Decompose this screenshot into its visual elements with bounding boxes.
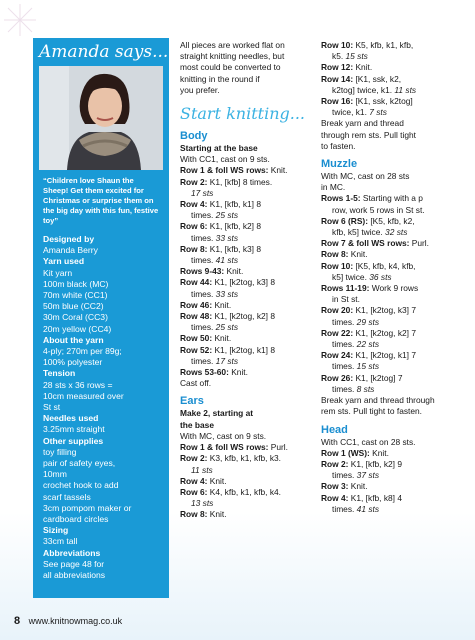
instruction-row — [321, 481, 451, 492]
info-value: 10cm measured over — [43, 390, 124, 401]
info-value: St st — [43, 402, 61, 413]
row-text: times. — [191, 232, 214, 243]
instruction-continuation — [180, 322, 310, 333]
instruction-row — [321, 62, 451, 73]
row-text: Knit. — [212, 299, 232, 310]
instruction-row — [180, 199, 310, 210]
row-label: Row 8: — [180, 509, 208, 520]
row-text: K1, [kfb, k1] 8 — [207, 199, 261, 210]
sidebar-title: Amanda says... — [39, 42, 169, 62]
row-label: Row 1 & foll WS rows: — [180, 442, 269, 453]
pattern-column-2 — [321, 40, 451, 515]
row-text: K1, [kfb] 8 times. — [207, 176, 273, 187]
row-label: Row 6 (RS): — [321, 215, 368, 226]
body-text: Break yarn and thread — [321, 118, 404, 129]
row-label: Row 48: — [180, 311, 213, 322]
instruction-row — [180, 453, 310, 464]
row-text: Knit. — [348, 481, 368, 492]
row-text: K1, [k2tog, k3] 8 — [212, 277, 275, 288]
body-text: through rem sts. Pull tight — [321, 129, 416, 140]
row-text: k2tog] twice, k1. — [332, 84, 393, 95]
info-value: toy filling — [43, 446, 77, 457]
instruction-row — [321, 238, 451, 249]
body-text: Break yarn and thread through — [321, 395, 435, 406]
instruction-row — [180, 367, 310, 378]
info-value: 20m yellow (CC4) — [43, 323, 112, 334]
instruction-continuation — [321, 504, 451, 515]
instruction-continuation — [180, 233, 310, 244]
page-number: 8 — [14, 615, 21, 627]
row-text: k5. — [332, 51, 344, 62]
row-text: times. — [191, 355, 214, 366]
stitch-count: 22 sts — [354, 339, 380, 350]
stitch-count: 29 sts — [354, 316, 380, 327]
body-text: knitting in the round if — [180, 73, 260, 84]
row-label: Row 52: — [180, 344, 213, 355]
instruction-row — [180, 408, 310, 419]
info-value: 100% polyester — [43, 357, 103, 368]
row-text: times. — [332, 316, 355, 327]
row-label: Row 10: — [321, 40, 354, 50]
instruction-row — [180, 476, 310, 487]
pattern-info — [33, 234, 169, 581]
stitch-count: 25 sts — [213, 210, 239, 221]
instruction-row — [321, 40, 451, 51]
info-label: Abbreviations — [43, 547, 101, 558]
instruction-row — [321, 261, 451, 272]
instruction-row — [180, 333, 310, 344]
info-value: 70m white (CC1) — [43, 290, 108, 301]
instruction-continuation — [321, 361, 451, 372]
info-label: Sizing — [43, 525, 69, 536]
info-value: all abbreviations — [43, 570, 106, 581]
row-label: Row 1 (WS): — [321, 447, 370, 458]
row-text: times. — [191, 288, 214, 299]
row-label: Row 22: — [321, 327, 354, 338]
info-value: crochet hook to add — [43, 480, 119, 491]
instruction-row — [180, 221, 310, 232]
row-text: K1, [k2tog, k1] 7 — [353, 350, 416, 361]
row-text: times. — [332, 361, 355, 372]
section-heading: Muzzle — [321, 158, 358, 171]
info-value: 3cm pompom maker or — [43, 502, 132, 513]
row-text: k5] twice. — [332, 271, 367, 282]
instruction-row — [180, 420, 310, 431]
row-text: K1, [kfb, k2] 8 — [207, 221, 261, 232]
instruction-row — [180, 143, 310, 154]
instruction-continuation — [180, 289, 310, 300]
info-value: 10mm — [43, 469, 67, 480]
stitch-count: 15 sts — [343, 51, 368, 62]
row-label: Row 20: — [321, 305, 354, 316]
body-text: Cast off. — [180, 378, 212, 389]
instruction-row — [180, 509, 310, 520]
instruction-row — [321, 249, 451, 260]
info-label: Other supplies — [43, 435, 104, 446]
row-text: K3, kfb, k1, kfb, k3. — [207, 453, 282, 464]
instruction-continuation — [321, 272, 451, 283]
instruction-continuation — [321, 227, 451, 238]
stitch-count: 32 sts — [382, 227, 408, 238]
body-text: most could be converted to — [180, 62, 281, 73]
row-label: Row 26: — [321, 372, 354, 383]
row-text: times. — [332, 503, 355, 514]
row-text: kfb, k5] twice. — [332, 227, 383, 238]
row-text: Knit. — [224, 266, 244, 277]
row-label: Starting at the base — [180, 143, 258, 154]
row-label: Row 8: — [180, 243, 208, 254]
row-label: Row 6: — [180, 486, 208, 497]
instruction-row — [180, 165, 310, 176]
designer-photo — [39, 66, 163, 170]
stitch-count: 7 sts — [366, 107, 387, 118]
row-label: Row 46: — [180, 299, 213, 310]
info-value: 4-ply; 270m per 89g; — [43, 346, 122, 357]
row-text: Knit. — [369, 447, 389, 458]
instruction-row — [180, 277, 310, 288]
row-text: times. — [332, 470, 355, 481]
row-text: [K5, kfb, k4, kfb, — [353, 260, 416, 271]
section-heading-script: Start knitting... — [180, 104, 305, 124]
instruction-row — [180, 487, 310, 498]
info-value: scarf tassels — [43, 491, 91, 502]
stitch-count: 41 sts — [213, 255, 239, 266]
stitch-count: 33 sts — [213, 232, 239, 243]
row-text: Knit. — [228, 367, 248, 378]
instruction-continuation — [180, 210, 310, 221]
row-label: the base — [180, 419, 214, 430]
info-value: 100m black (MC) — [43, 278, 109, 289]
body-text: With MC, cast on 9 sts. — [180, 430, 267, 441]
row-text: Knit. — [212, 333, 232, 344]
body-text: rem sts. Pull tight to fasten. — [321, 406, 423, 417]
instruction-row — [321, 459, 451, 470]
instruction-row — [180, 300, 310, 311]
row-text: [K5, kfb, k2, — [368, 215, 415, 226]
instruction-row — [321, 328, 451, 339]
info-value: pair of safety eyes, — [43, 458, 116, 469]
instruction-continuation — [321, 85, 451, 96]
page-footer — [14, 615, 122, 627]
instruction-continuation — [180, 255, 310, 266]
stitch-count: 37 sts — [354, 470, 380, 481]
designer-quote: “Children love Shaun the Sheep! Get them excited for Christmas or surprise them on the big day with this fun, festive toy” — [43, 176, 159, 225]
row-text: times. — [191, 210, 214, 221]
stitch-count: 8 sts — [354, 383, 375, 394]
body-text: With CC1, cast on 9 sts. — [180, 154, 270, 165]
row-label: Row 1 & foll WS rows: — [180, 165, 269, 176]
instruction-row — [321, 283, 451, 294]
info-value: cardboard circles — [43, 514, 109, 525]
info-value: 3.25mm straight — [43, 424, 105, 435]
row-label: Make 2, starting at — [180, 408, 254, 419]
info-value: Amanda Berry — [43, 245, 98, 256]
instruction-continuation — [321, 107, 451, 118]
row-text: times. — [191, 255, 214, 266]
stitch-count: 15 sts — [354, 361, 380, 372]
info-label: Designed by — [43, 234, 95, 244]
info-value: See page 48 for — [43, 558, 105, 569]
row-text: K1, [kfb, k8] 4 — [348, 492, 402, 503]
row-text: K5, kfb, k1, kfb, — [353, 40, 414, 50]
instruction-row — [180, 345, 310, 356]
row-label: Row 2: — [180, 453, 208, 464]
row-label: Row 4: — [321, 492, 349, 503]
row-label: Rows 1-5: — [321, 193, 361, 204]
website-url: www.knitnowmag.co.uk — [28, 616, 123, 626]
stitch-count: 36 sts — [366, 271, 392, 282]
row-text: K1, [k2tog, k2] 8 — [212, 311, 275, 322]
instruction-continuation — [321, 470, 451, 481]
row-label: Row 50: — [180, 333, 213, 344]
row-text: Starting with a p — [360, 193, 423, 204]
row-text: twice, k1. — [332, 107, 367, 118]
info-value: 30m Coral (CC3) — [43, 312, 108, 323]
instruction-continuation — [180, 356, 310, 367]
instruction-row — [180, 311, 310, 322]
info-label: About the yarn — [43, 334, 104, 345]
row-text: K4, kfb, k1, kfb, k4. — [207, 486, 282, 497]
row-text: times. — [332, 339, 355, 350]
row-text: Knit. — [207, 475, 227, 486]
instruction-row — [180, 177, 310, 188]
row-label: Row 6: — [180, 221, 208, 232]
instruction-continuation — [321, 339, 451, 350]
info-value: 50m blue (CC2) — [43, 301, 104, 312]
row-text: K1, [k2tog, k3] 7 — [353, 305, 416, 316]
instruction-continuation — [321, 317, 451, 328]
row-text: Purl. — [268, 442, 288, 453]
section-heading: Body — [180, 130, 208, 143]
info-label: Yarn used — [43, 256, 85, 267]
row-label: Row 44: — [180, 277, 213, 288]
stitch-count: 25 sts — [213, 322, 239, 333]
instruction-row — [321, 350, 451, 361]
body-text: With MC, cast on 28 sts — [321, 171, 410, 182]
instruction-continuation — [321, 294, 451, 305]
body-text: With CC1, cast on 28 sts. — [321, 436, 416, 447]
instruction-row — [321, 493, 451, 504]
section-heading: Head — [321, 423, 348, 436]
body-text: straight knitting needles, but — [180, 51, 285, 62]
stitch-count: 17 sts — [191, 187, 214, 198]
stitch-count: 11 sts — [191, 464, 213, 475]
row-text: Knit. — [353, 62, 373, 73]
instruction-continuation — [321, 51, 451, 62]
info-value: 28 sts x 36 rows = — [43, 379, 113, 390]
row-label: Row 4: — [180, 475, 208, 486]
row-text: Knit. — [348, 249, 368, 260]
row-label: Row 7 & foll WS rows: — [321, 238, 410, 249]
row-label: Row 8: — [321, 249, 349, 260]
body-text: you prefer. — [180, 84, 220, 95]
body-text: All pieces are worked flat on — [180, 40, 285, 50]
info-label: Tension — [43, 368, 76, 379]
row-text: Work 9 rows — [369, 283, 419, 294]
row-text: K1, [k2tog] 7 — [353, 372, 403, 383]
row-text: Purl. — [409, 238, 429, 249]
row-text: [K1, ssk, k2, — [353, 73, 402, 84]
info-label: Needles used — [43, 413, 99, 424]
body-text: to fasten. — [321, 140, 356, 151]
instruction-row — [321, 193, 451, 204]
instruction-row — [180, 244, 310, 255]
instruction-row — [321, 74, 451, 85]
row-text: Knit. — [268, 165, 288, 176]
row-text: [K1, ssk, k2tog] — [353, 96, 413, 107]
instruction-row — [321, 96, 451, 107]
row-label: Row 4: — [180, 199, 208, 210]
row-label: Rows 53-60: — [180, 367, 229, 378]
stitch-count: 41 sts — [354, 503, 380, 514]
row-text: K1, [kfb, k2] 9 — [348, 458, 402, 469]
body-text: in MC. — [321, 182, 346, 193]
row-label: Rows 11-19: — [321, 283, 370, 294]
instruction-row — [180, 266, 310, 277]
row-label: Row 24: — [321, 350, 354, 361]
info-value: 33cm tall — [43, 536, 78, 547]
row-label: Row 2: — [180, 176, 208, 187]
stitch-count: 11 sts — [392, 84, 417, 95]
pattern-column-1 — [180, 40, 310, 521]
instruction-continuation — [321, 205, 451, 216]
instruction-row — [321, 305, 451, 316]
row-label: Row 14: — [321, 73, 354, 84]
instruction-row — [321, 448, 451, 459]
stitch-count: 33 sts — [213, 288, 239, 299]
row-text: K1, [k2tog, k2] 7 — [353, 327, 416, 338]
sidebar-panel — [33, 38, 169, 598]
instruction-continuation — [321, 384, 451, 395]
section-heading: Ears — [180, 395, 204, 408]
info-value: Kit yarn — [43, 267, 73, 278]
snowflake-icon — [0, 0, 40, 40]
row-text: K1, [k2tog, k1] 8 — [212, 344, 275, 355]
row-text: K1, [kfb, k3] 8 — [207, 243, 261, 254]
row-text: times. — [332, 383, 355, 394]
row-text: Knit. — [207, 509, 227, 520]
stitch-count: 13 sts — [191, 498, 214, 509]
row-text: times. — [191, 322, 214, 333]
row-label: Row 2: — [321, 458, 349, 469]
row-label: Row 12: — [321, 62, 354, 73]
instruction-row — [321, 216, 451, 227]
row-label: Rows 9-43: — [180, 266, 225, 277]
row-text: row, work 5 rows in St st. — [332, 204, 425, 215]
instruction-row — [321, 373, 451, 384]
row-label: Row 10: — [321, 260, 354, 271]
row-label: Row 3: — [321, 481, 349, 492]
row-text: in St st. — [332, 294, 360, 305]
row-label: Row 16: — [321, 96, 354, 107]
stitch-count: 17 sts — [213, 355, 239, 366]
instruction-row — [180, 442, 310, 453]
